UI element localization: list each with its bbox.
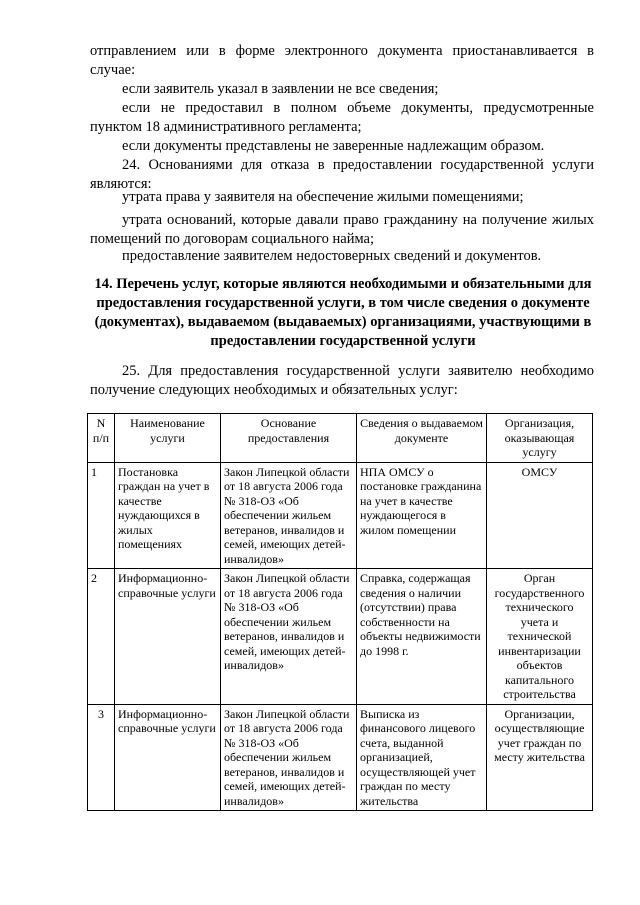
- table-cell-organization: Организации, осуществляющие учет граждан по месту жительства: [487, 704, 593, 811]
- table-cell-organization: ОМСУ: [487, 462, 593, 569]
- table-cell-service: Информационно-справочные услуги: [115, 704, 221, 811]
- table-row: [88, 462, 593, 569]
- table-cell-document: Справка, содержащая сведения о наличии (отсутствии) права собственности на объекты недвижимости до 1998 г.: [357, 569, 487, 705]
- table-header-cell: Организация, оказывающая услугу: [487, 414, 593, 463]
- table-cell-service: Информационно-справочные услуги: [115, 569, 221, 705]
- table-cell-number: 3: [88, 704, 115, 811]
- table-row: [88, 569, 593, 705]
- table-header-cell: Основание предоставления: [221, 414, 357, 463]
- paragraph-5: 24. Основаниями для отказа в предоставлении государственной услуги являются:: [90, 157, 594, 192]
- table-cell-basis: Закон Липецкой области от 18 августа 2006 года № 318-ОЗ «Об обеспечении жильем ветеранов, инвалидов и семей, имеющих детей-инвалидов»: [221, 569, 357, 705]
- paragraph-7: утрата оснований, которые давали право гражданину на получение жилых помещений по договорам социального найма;: [90, 212, 594, 247]
- table-cell-basis: Закон Липецкой области от 18 августа 2006 года № 318-ОЗ «Об обеспечении жильем ветеранов, инвалидов и семей, имеющих детей-инвалидов»: [221, 704, 357, 811]
- services-table: [87, 413, 593, 811]
- table-cell-number: 1: [88, 462, 115, 569]
- paragraph-25: 25. Для предоставления государственной услуги заявителю необходимо получение следующих необходимых и обязательных услуг:: [90, 363, 594, 398]
- paragraph-3: если не предоставил в полном объеме документы, предусмотренные пунктом 18 административного регламента;: [90, 100, 594, 135]
- paragraph-8: предоставление заявителем недостоверных сведений и документов.: [122, 248, 542, 264]
- table-cell-document: НПА ОМСУ о постановке гражданина на учет в качестве нуждающегося в жилом помещении: [357, 462, 487, 569]
- table-header-row: [88, 414, 593, 463]
- paragraph-6: утрата права у заявителя на обеспечение жилыми помещениями;: [122, 189, 524, 205]
- paragraph-1: отправлением или в форме электронного документа приостанавливается в случае:: [90, 43, 594, 78]
- table-cell-service: Постановка граждан на учет в качестве нуждающихся в жилых помещениях: [115, 462, 221, 569]
- table-cell-basis: Закон Липецкой области от 18 августа 2006 года № 318-ОЗ «Об обеспечении жильем ветеранов, инвалидов и семей, имеющих детей-инвалидов»: [221, 462, 357, 569]
- table-row: [88, 704, 593, 811]
- table-header-cell: Сведения о выдаваемом документе: [357, 414, 487, 463]
- table-cell-number: 2: [88, 569, 115, 705]
- table-cell-organization: Орган государственного технического учета и технической инвентаризации объектов капитального строительства: [487, 569, 593, 705]
- table-cell-document: Выписка из финансового лицевого счета, выданной организацией, осуществляющей учет граждан по месту жительства: [357, 704, 487, 811]
- section-heading: 14. Перечень услуг, которые являются необходимыми и обязательными для предоставления государственной услуги, в том числе сведения о документе (документах), выдаваемом (выдаваемых) организациями, участвующими в предоставлении государственной услуги: [94, 276, 592, 349]
- table-header-cell: N п/п: [88, 414, 115, 463]
- paragraph-4: если документы представлены не заверенные надлежащим образом.: [122, 138, 545, 154]
- table-header-cell: Наименование услуги: [115, 414, 221, 463]
- paragraph-2: если заявитель указал в заявлении не все сведения;: [122, 81, 439, 97]
